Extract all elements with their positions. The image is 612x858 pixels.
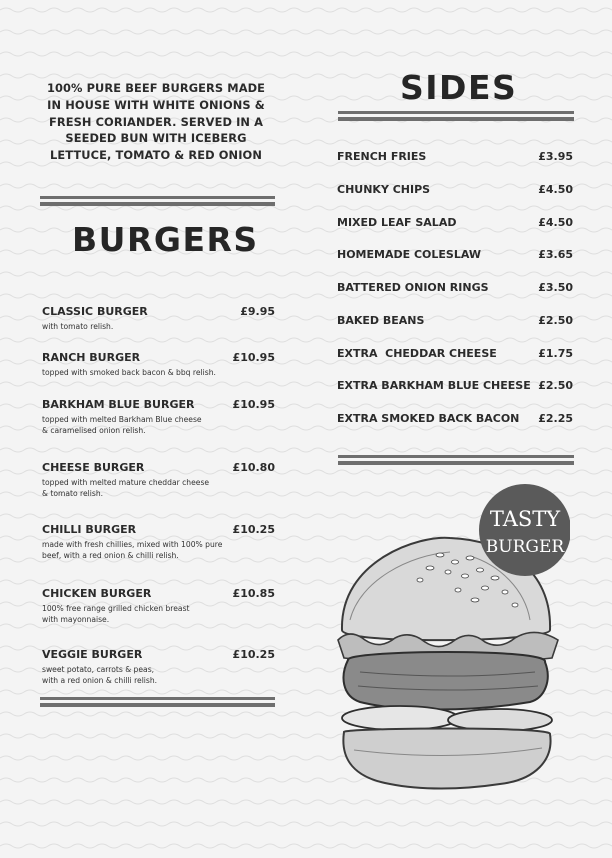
- item-price: £10.80: [232, 461, 275, 474]
- wave-line: [0, 272, 612, 276]
- item-price: £2.50: [538, 314, 573, 327]
- divider-rule: [338, 111, 574, 122]
- intro-line: SEEDED BUN WITH ICEBERG: [65, 131, 247, 146]
- menu-item-veggie-burger: [42, 648, 275, 686]
- item-description: & caramelised onion relish.: [42, 426, 146, 435]
- item-description: sweet potato, carrots & peas,: [42, 665, 155, 674]
- burger-illustration: [330, 480, 570, 800]
- wave-line: [0, 822, 612, 826]
- intro-line: FRESH CORIANDER. SERVED IN A: [48, 114, 264, 129]
- item-name: VEGGIE BURGER: [42, 648, 143, 661]
- item-name: CHEESE BURGER: [42, 461, 145, 474]
- item-price: £1.75: [538, 347, 573, 360]
- item-description: beef, with a red onion & chilli relish.: [42, 551, 179, 560]
- item-description: with mayonnaise.: [42, 615, 110, 624]
- item-name: EXTRA SMOKED BACK BACON: [337, 412, 520, 425]
- patty-layer: [344, 652, 548, 710]
- menu-item-chicken-burger: [42, 587, 275, 625]
- item-description: topped with melted Barkham Blue cheese: [42, 415, 202, 424]
- burgers-heading: BURGERS: [72, 220, 259, 259]
- item-price: £3.95: [538, 150, 573, 163]
- item-description: & tomato relish.: [42, 489, 104, 498]
- item-price: £10.95: [232, 351, 275, 364]
- menu-item-chilli-burger: [42, 523, 275, 561]
- wave-line: [0, 294, 612, 298]
- intro-line: 100% PURE BEEF BURGERS MADE: [46, 81, 266, 95]
- item-price: £10.95: [232, 398, 275, 411]
- item-name: EXTRA BARKHAM BLUE CHEESE: [337, 379, 531, 392]
- side-item-baked-beans: [337, 314, 573, 327]
- intro-text: [40, 80, 272, 164]
- item-price: £3.65: [538, 248, 573, 261]
- menu-item-ranch-burger: [42, 351, 275, 378]
- side-item-french-fries: [337, 150, 573, 163]
- sides-heading: SIDES: [400, 68, 518, 107]
- item-name: CHUNKY CHIPS: [337, 183, 431, 196]
- item-name: FRENCH FRIES: [337, 150, 427, 163]
- item-description: 100% free range grilled chicken breast: [42, 604, 190, 613]
- wave-line: [0, 74, 612, 78]
- item-description: made with fresh chillies, mixed with 100% pure: [42, 540, 223, 549]
- item-description: with a red onion & chilli relish.: [42, 676, 158, 685]
- badge-line-2: BURGER: [485, 537, 565, 557]
- item-price: £10.85: [232, 587, 275, 600]
- badge-line-1: TASTY: [489, 507, 561, 531]
- item-name: BATTERED ONION RINGS: [337, 281, 489, 294]
- bottom-bun: [343, 729, 550, 789]
- item-price: £4.50: [538, 183, 573, 196]
- side-item-homemade-coleslaw: [337, 248, 573, 261]
- menu-item-cheese-burger: [42, 461, 275, 499]
- item-name: CLASSIC BURGER: [42, 305, 148, 318]
- item-price: £10.25: [232, 648, 275, 661]
- side-item-mixed-leaf-salad: [337, 216, 573, 229]
- item-name: MIXED LEAF SALAD: [337, 216, 457, 229]
- wave-line: [0, 52, 612, 56]
- side-item-extra-cheddar-cheese: [337, 347, 573, 360]
- item-price: £3.50: [538, 281, 573, 294]
- item-name: EXTRA CHEDDAR CHEESE: [337, 347, 497, 360]
- item-price: £9.95: [240, 305, 275, 318]
- menu-item-classic-burger: [42, 305, 275, 332]
- item-price: £10.25: [232, 523, 275, 536]
- item-name: RANCH BURGER: [42, 351, 141, 364]
- side-item-chunky-chips: [337, 183, 573, 196]
- tasty-burger-badge: [479, 484, 570, 576]
- wave-line: [0, 8, 612, 12]
- item-price: £4.50: [538, 216, 573, 229]
- item-description: topped with melted mature cheddar cheese: [42, 478, 210, 487]
- intro-line: LETTUCE, TOMATO & RED ONION: [50, 148, 262, 163]
- side-item-extra-smoked-back-bacon: [337, 412, 573, 425]
- item-name: CHICKEN BURGER: [42, 587, 152, 600]
- item-description: with tomato relish.: [42, 322, 114, 331]
- side-item-battered-onion-rings: [337, 281, 573, 294]
- item-name: BARKHAM BLUE BURGER: [42, 398, 195, 411]
- item-name: CHILLI BURGER: [42, 523, 137, 536]
- wave-line: [0, 30, 612, 34]
- wave-line: [0, 448, 612, 452]
- divider-rule: [338, 455, 574, 466]
- menu-item-barkham-blue-burger: [42, 398, 275, 436]
- wave-line: [0, 800, 612, 804]
- item-name: BAKED BEANS: [337, 314, 425, 327]
- item-name: HOMEMADE COLESLAW: [337, 248, 481, 261]
- divider-rule: [40, 196, 275, 207]
- item-price: £2.25: [538, 412, 573, 425]
- divider-rule: [40, 697, 275, 708]
- wave-line: [0, 338, 612, 342]
- wave-line: [0, 844, 612, 848]
- side-item-extra-barkham-blue-cheese: [337, 379, 573, 392]
- item-description: topped with smoked back bacon & bbq relish.: [42, 368, 216, 377]
- item-price: £2.50: [538, 379, 573, 392]
- intro-line: IN HOUSE WITH WHITE ONIONS &: [47, 97, 265, 112]
